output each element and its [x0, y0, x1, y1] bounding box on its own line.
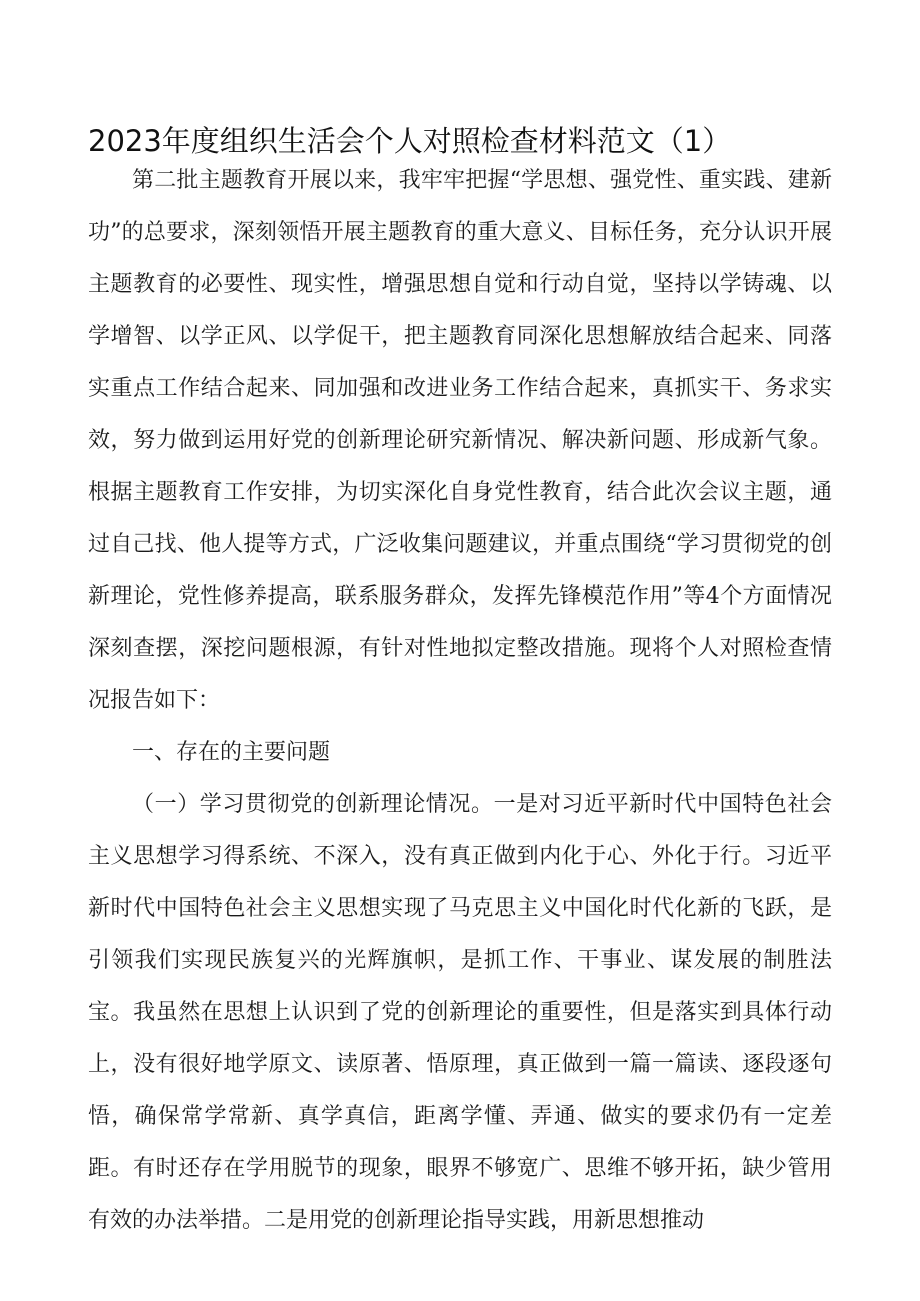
document-title: 2023年度组织生活会个人对照检查材料范文（1）: [88, 124, 732, 158]
section-1-paragraph: （一）学习贯彻党的创新理论情况。一是对习近平新时代中国特色社会主义思想学习得系统、不深入，没有真正做到内化于心、外化于行。习近平新时代中国特色社会主义思想实现了马克思主义中国化时代化新的飞跃，是引领我们实现民族复兴的光辉旗帜，是抓工作、干事业、谋发展的制胜法宝。我虽然在思想上认识到了党的创新理论的重要性，但是落实到具体行动上，没有很好地学原文、读原著、悟原理，真正做到一篇一篇读、逐段逐句悟，确保常学常新、真学真信，距离学懂、弄通、做实的要求仍有一定差距。有时还存在学用脱节的现象，眼界不够宽广、思维不够开拓，缺少管用有效的办法举措。二是用党的创新理论指导实践，用新思想推动: [88, 792, 832, 1233]
intro-paragraph: 第二批主题教育开展以来，我牢牢把握“学思想、强党性、重实践、建新功”的总要求，深刻领悟开展主题教育的重大意义、目标任务，充分认识开展主题教育的必要性、现实性，增强思想自觉和行动自觉，坚持以学铸魂、以学增智、以学正风、以学促干，把主题教育同深化思想解放结合起来、同落实重点工作结合起来、同加强和改进业务工作结合起来，真抓实干、务求实效，努力做到运用好党的创新理论研究新情况、解决新问题、形成新气象。根据主题教育工作安排，为切实深化自身党性教育，结合此次会议主题，通过自己找、他人提等方式，广泛收集问题建议，并重点围绕“学习贯彻党的创新理论，党性修养提高，联系服务群众，发挥先锋模范作用”等4个方面情况深刻查摆，深挖问题根源，有针对性地拟定整改措施。现将个人对照检查情况报告如下：: [88, 168, 832, 713]
section-heading: 一、存在的主要问题: [132, 740, 331, 765]
document-body: [88, 150, 832, 1247]
